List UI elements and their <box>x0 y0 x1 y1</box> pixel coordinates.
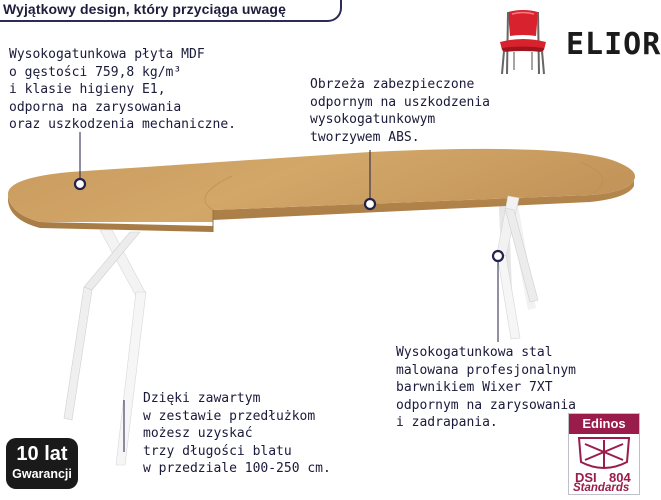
edinos-standards-badge <box>568 413 640 495</box>
edinos-standards: Standards <box>573 482 630 494</box>
callout-abs-edges: Obrzeża zabezpieczone odpornym na uszkodzenia wysokogatunkowym tworzywem ABS. <box>310 77 491 145</box>
edinos-dsi: DSI <box>575 470 597 485</box>
page-title: Wyjątkowy design, który przyciąga uwagę <box>0 0 342 22</box>
callout-mdf-board: Wysokogatunkowa płyta MDF o gęstości 759,8 kg/m³ i klasie higieny E1, odporna na zarysowania oraz uszkodzenia mechaniczne. <box>9 47 236 132</box>
edinos-code: 804 <box>609 470 631 485</box>
callout-steel-legs: Wysokogatunkowa stal malowana profesjonalnym barwnikiem Wixer 7XT odpornym na zarysowania i zadrapania. <box>396 345 577 430</box>
callout-extensions: Dzięki zawartym w zestawie przedłużkom możesz uzyskać trzy długości blatu w przedziale 100-250 cm. <box>143 391 331 476</box>
warranty-label: Gwarancji <box>12 467 72 481</box>
brand-name: ELIOR <box>566 27 661 62</box>
warranty-years: 10 lat <box>16 443 68 465</box>
table-leg-front-left <box>64 230 146 465</box>
edinos-name: Edinos <box>569 414 639 434</box>
warranty-badge <box>6 438 78 489</box>
